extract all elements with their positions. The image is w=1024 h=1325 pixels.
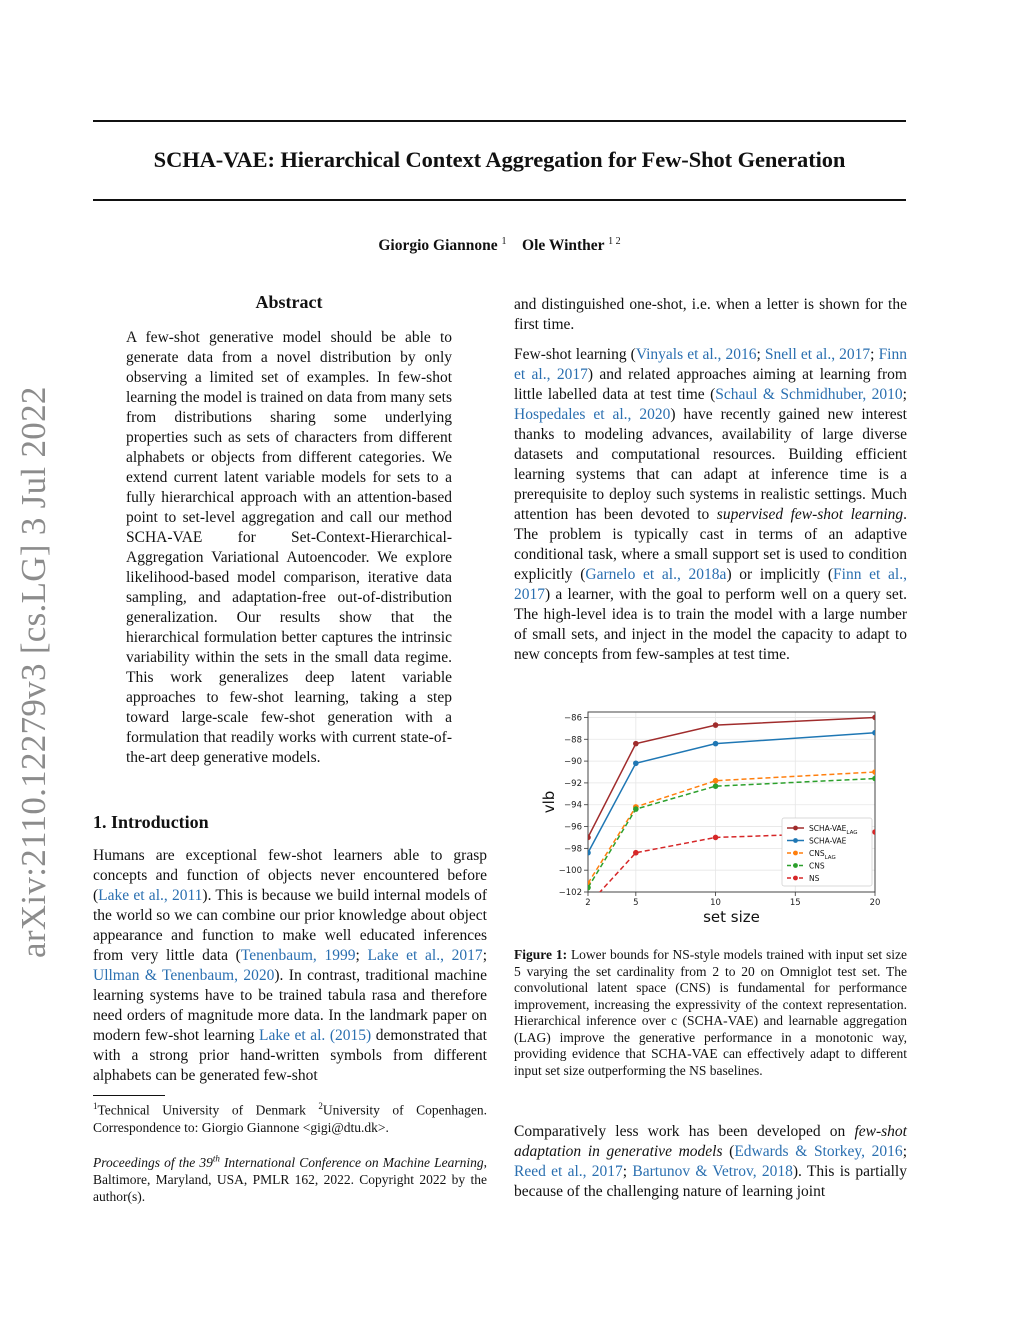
legend-marker [793,838,798,843]
legend-marker [793,851,798,856]
arxiv-stamp: arXiv:2110.12279v3 [cs.LG] 3 Jul 2022 [14,386,53,958]
y-tick-label: −94 [564,800,582,811]
data-point [713,741,719,747]
figure-label: Figure 1: [514,947,568,962]
citation-link[interactable]: Lake et al., 2017 [367,947,483,964]
right-paragraph-continued: and distinguished one-shot, i.e. when a letter is shown for the first time. [514,296,907,333]
data-point [713,722,719,728]
proceedings-note: Proceedings of the 39th International Conference on Machine Learning, Baltimore, Maryland, USA, PMLR 162, 2022. Copyright 2022 by the author(s). [93,1153,487,1204]
data-point [872,769,878,775]
right-paragraph-generative: Comparatively less work has been developed on few-shot adaptation in generative models (Edwards & Storkey, 2016; Reed et al., 2017; Bartunov & Vetrov, 2018). This is partially because of the challenging nature of learning joint [514,1123,907,1200]
data-point [872,730,878,736]
citation-link[interactable]: Hospedales et al., 2020 [514,406,671,423]
data-point [633,806,639,812]
x-tick-label: 15 [789,898,801,908]
author-2: Ole Winther [522,237,605,255]
citation-link[interactable]: Finn et al., 2017 [514,346,907,383]
x-tick-label: 20 [869,898,881,908]
citation-link[interactable]: Lake et al., 2011 [98,887,203,904]
author-line [93,236,906,255]
figure-caption-text: Lower bounds for NS-style models trained with input set size 5 varying the set cardinality from 2 to 20 on Omniglot test set. The convolutional latent space (CNS) is fundamental for performance improvement, increasing the expressivity of the context representation. Hierarchical inference over c (SCHA-VAE) and learnable aggregation (LAG) improve the generative performance in a monotonic way, providing evidence that SCHA-VAE can effectively adapt to different input set size outperforming the NS baselines. [514,947,907,1078]
data-point [713,783,719,789]
legend-marker [793,826,798,831]
right-paragraph-fewshot: Few-shot learning (Vinyals et al., 2016; Snell et al., 2017; Finn et al., 2017) and related approaches aiming at learning from little labelled data at test time (Schaul & Schmidhuber, 2010; Hospedales et al., 2020) have recently gained new interest thanks to modeling advances, availability of large diverse datasets and computational resources. Building efficient learning systems that can adapt at inference time is a prerequisite to deploy such systems in realistic settings. Much attention has been devoted to supervised few-shot learning. The problem is typically cast in terms of an adaptive conditional task, where a small support set is used to condition explicitly (Garnelo et al., 2018a) or implicitly (Finn et al., 2017) a learner, with the goal to perform well on a query set. The high-level idea is to train the model with a large number of small sets, and inject in the model the capacity to adapt to new concepts from few-samples at test time. [514,346,907,663]
intro-paragraph: Humans are exceptional few-shot learners able to grasp concepts and function of objects never encountered before (Lake et al., 2011). This is because we build internal models of the world so we can combine our prior knowledge about object appearance and function to make well educated inferences from very little data (Tenenbaum, 1999; Lake et al., 2017; Ullman & Tenenbaum, 2020). In contrast, traditional machine learning systems have to be trained tabula rasa and therefore need orders of magnitude more data. In the landmark paper on modern few-shot learning Lake et al. (2015) demonstrated that with a strong prior hand-written symbols from different alphabets can be generated few-shot [93,847,487,1084]
citation-link[interactable]: Tenenbaum, 1999 [240,947,356,964]
data-point [872,715,878,721]
data-point [633,760,639,766]
data-point [633,850,639,856]
y-tick-label: −98 [564,844,582,855]
data-point [872,829,878,835]
footnote-rule [93,1095,165,1096]
abstract-heading: Abstract [255,292,323,312]
top-rule [93,120,906,122]
y-tick-label: −86 [564,713,582,724]
section-heading-introduction: 1. Introduction [93,812,209,832]
citation-link[interactable]: Reed et al., 2017 [514,1163,623,1180]
x-tick-label: 5 [633,898,639,908]
abstract-text: A few-shot generative model should be able to generate data from a novel distribution by only observing a limited set of examples. In few-shot learning the model is trained on data from many sets from distributions sharing some underlying properties such as sets of characters from different alphabets or objects from different categories. We extend current latent variable models for sets to a fully hierarchical approach with an attention-based point to set-level aggregation and call our method SCHA-VAE for Set-Context-Hierarchical-Aggregation Variational Autoencoder. We explore likelihood-based model comparison, iterative data sampling, and adaptation-free out-of-distribution generalization. Our results show that the hierarchical formulation better captures the intrinsic variability within the sets in the small data regime. This work generalizes deep latent variable approaches to few-shot learning, taking a step toward large-scale few-shot generation with a formulation that readily works with current state-of-the-art deep generative models. [126,329,452,766]
affiliation-footnote: $^1$Technical University of Denmark $^2$University of Copenhagen. Correspondence to: Giorgio Giannone <gigi@dtu.dk>. [93,1101,488,1135]
title-rule [93,199,906,201]
citation-link[interactable]: Lake et al. (2015) [258,1027,372,1044]
legend-entry: NS [809,874,820,883]
author-1: Giorgio Giannone [378,237,498,255]
y-tick-label: −92 [564,778,582,789]
y-axis-label: vlb [540,790,558,814]
citation-link[interactable]: Vinyals et al., 2016 [635,346,757,363]
x-tick-label: 10 [710,898,721,908]
legend-entry: SCHA-VAE [809,836,847,846]
citation-link[interactable]: Bartunov & Vetrov, 2018 [632,1163,793,1180]
x-axis-label: set size [703,908,760,926]
author-1-affiliation: 1 [501,236,507,247]
citation-link[interactable]: Snell et al., 2017 [764,346,871,363]
author-2-affiliation: 1 2 [608,236,621,247]
legend-entry: $CNS_{LAG}$ [809,849,836,861]
citation-link[interactable]: Schaul & Schmidhuber, 2010 [715,386,903,403]
data-point [633,741,639,747]
legend-entry: SCHA-$VAE_{LAG}$ [809,824,858,836]
legend-entry: CNS [809,861,825,871]
legend-marker [793,876,798,881]
y-tick-label: −102 [558,888,582,898]
citation-link[interactable]: Garnelo et al., 2018a [585,566,727,583]
data-point [713,835,719,841]
abstract-body [126,328,452,768]
y-tick-label: −88 [564,735,582,746]
legend-marker [793,863,798,868]
y-tick-label: −96 [564,822,582,833]
paper-title: SCHA-VAE: Hierarchical Context Aggregation for Few-Shot Generation [153,147,846,172]
data-point [585,850,591,856]
x-tick-label: 2 [585,898,591,908]
data-point [872,776,878,782]
citation-link[interactable]: Finn et al., 2017 [514,566,907,603]
y-tick-label: −90 [564,757,582,768]
citation-link[interactable]: Edwards & Storkey, 2016 [734,1143,903,1160]
data-point [585,835,591,841]
data-point [713,778,719,784]
figure-1-chart [520,700,912,936]
y-tick-label: −100 [558,866,582,877]
citation-link[interactable]: Ullman & Tenenbaum, 2020 [93,967,275,984]
data-point [585,885,591,891]
figure-1-caption [514,947,907,1079]
